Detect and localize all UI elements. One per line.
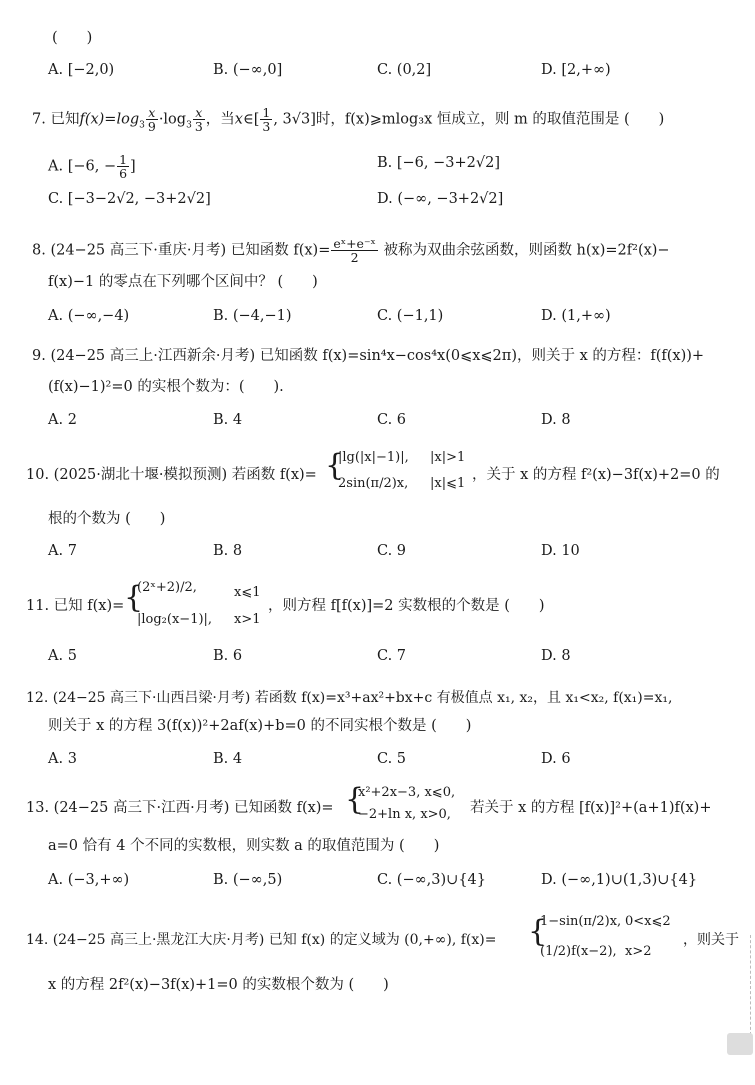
q9-stem-line2: (f(x)−1)²=0 的实根个数为：( ). [48, 379, 284, 395]
q6-option-c: C. (0,2] [377, 62, 432, 78]
q14-stem-end: ，则关于 [683, 932, 739, 948]
q7-prefix: 7. 已知 [32, 111, 80, 128]
q14-cond1: 0<x⩽2 [625, 914, 671, 929]
q10-stem-end: ，关于 x 的方程 f²(x)−3f(x)+2=0 的 [472, 467, 720, 483]
q11-option-c: C. 7 [377, 648, 407, 664]
q8-line1-b: 被称为双曲余弦函数，则函数 h(x)=2f²(x)− [383, 242, 670, 259]
q6-option-a: A. [−2,0) [48, 62, 115, 78]
q14-stem-start: 14. (24−25 高三上·黑龙江大庆·月考) 已知 f(x) 的定义域为 (0,+∞), f(x)= [26, 932, 497, 948]
q10-option-c: C. 9 [377, 543, 407, 559]
q10-option-b: B. 8 [213, 543, 243, 559]
q8-option-d: D. (1,+∞) [541, 308, 611, 324]
q7-mid: ·log [158, 111, 187, 128]
page-edge-dashes [750, 935, 751, 1035]
q7-option-c: C. [−3−2√2, −3+2√2] [48, 191, 211, 207]
q9-option-b: B. 4 [213, 412, 243, 428]
q7-stem: 7. 已知$f(x)=\log_3$ $\frac{x}{9}$ $\cdot\log_3$ $\frac{x}{3}$ ，当x∈[ $\frac{1}{3}$ , 3√3]时，f(x)⩾mlog₃x 恒成立，则 m 的取值范围是 ( ) [32, 105, 665, 134]
q6-option-b: B. (−∞,0] [213, 62, 283, 78]
q13-stem-line2: a=0 恰有 4 个不同的实数根，则实数 a 的取值范围为 ( ) [48, 838, 440, 854]
q13-stem-start: 13. (24−25 高三下·江西·月考) 已知函数 f(x)= [26, 800, 334, 816]
q11-option-a: A. 5 [48, 648, 77, 664]
q10-stem-line2: 根的个数为 ( ) [48, 511, 166, 527]
q11-cond2: x>1 [234, 612, 261, 627]
q13-brace: { [345, 782, 365, 817]
q13-stem-end: 若关于 x 的方程 [f(x)]²+(a+1)f(x)+ [470, 800, 712, 816]
q13-option-a: A. (−3,+∞) [48, 872, 130, 888]
q8-option-c: C. (−1,1) [377, 308, 444, 324]
q10-brace: { [325, 448, 345, 483]
q9-option-c: C. 6 [377, 412, 407, 428]
q8-line1-a: 8. (24−25 高三下·重庆·月考) 已知函数 f(x)= [32, 242, 331, 259]
q8-option-b: B. (−4,−1) [213, 308, 292, 324]
q11-case2: |log₂(x−1)|, [137, 612, 213, 627]
q7-when: ，当 [205, 111, 235, 128]
q8-option-a: A. (−∞,−4) [48, 308, 130, 324]
q11-stem-end: ，则方程 f[f(x)]=2 实数根的个数是 ( ) [268, 598, 545, 614]
q14-case2: (1/2)f(x−2), [540, 944, 617, 959]
q10-case1: |lg(|x|−1)|, [338, 450, 409, 465]
q10-case2: 2sin(π/2)x, [338, 476, 409, 491]
q8-frac-den: 2 [350, 250, 359, 265]
q13-option-c: C. (−∞,3)∪{4} [377, 872, 486, 888]
q9-option-a: A. 2 [48, 412, 77, 428]
q8-stem-line1 [32, 237, 670, 264]
q12-option-d: D. 6 [541, 751, 571, 767]
q8-frac-num: eˣ+e⁻ˣ [333, 236, 376, 251]
q13-case2: −2+ln x, x>0, [358, 807, 451, 822]
q11-option-d: D. 8 [541, 648, 571, 664]
q11-stem-start: 11. 已知 f(x)= [26, 598, 125, 614]
q7-condition: 时，f(x)⩾mlog₃x 恒成立，则 m 的取值范围是 ( ) [315, 111, 665, 128]
q8-stem-line2: f(x)−1 的零点在下列哪个区间中？ ( ) [48, 274, 318, 290]
q9-option-d: D. 8 [541, 412, 571, 428]
q14-cond2: x>2 [625, 944, 652, 959]
q10-option-d: D. 10 [541, 543, 580, 559]
q11-case1: (2ˣ+2)/2, [137, 580, 197, 595]
q11-cond1: x⩽1 [234, 585, 261, 600]
q13-option-b: B. (−∞,5) [213, 872, 283, 888]
q7-option-b: B. [−6, −3+2√2] [377, 155, 500, 171]
q12-option-c: C. 5 [377, 751, 407, 767]
q9-stem-line1: 9. (24−25 高三上·江西新余·月考) 已知函数 f(x)=sin⁴x−cos⁴x(0⩽x⩽2π)，则关于 x 的方程：f(f(x))+ [32, 348, 705, 364]
q12-option-b: B. 4 [213, 751, 243, 767]
q6-answer-paren: ( ) [52, 30, 93, 46]
q7-xin: x∈ [234, 111, 254, 128]
q7-fx: f(x)=log [79, 111, 140, 128]
q13-case1: x²+2x−3, x⩽0, [358, 785, 456, 800]
q12-stem-line2: 则关于 x 的方程 3(f(x))²+2af(x)+b=0 的不同实根个数是 ( ) [48, 718, 472, 734]
q14-stem-line2: x 的方程 2f²(x)−3f(x)+1=0 的实数根个数为 ( ) [48, 977, 389, 993]
q10-option-a: A. 7 [48, 543, 77, 559]
q11-brace: { [124, 580, 144, 615]
q13-option-d: D. (−∞,1)∪(1,3)∪{4} [541, 872, 698, 888]
q6-option-d: D. [2,+∞) [541, 62, 611, 78]
q12-stem-line1: 12. (24−25 高三下·山西吕梁·月考) 若函数 f(x)=x³+ax²+bx+c 有极值点 x₁, x₂，且 x₁<x₂, f(x₁)=x₁, [26, 690, 673, 706]
q7-option-a: A. [−6, − $\frac{1}{6}$ ] [48, 152, 136, 181]
q10-stem-start: 10. (2025·湖北十堰·模拟预测) 若函数 f(x)= [26, 467, 317, 483]
q10-cond1: |x|>1 [430, 450, 466, 465]
corner-tab-mark [727, 1033, 753, 1055]
q14-brace: { [528, 914, 548, 949]
q12-option-a: A. 3 [48, 751, 77, 767]
q10-cond2: |x|⩽1 [430, 476, 466, 491]
q7-option-d: D. (−∞, −3+2√2] [377, 191, 504, 207]
q11-option-b: B. 6 [213, 648, 243, 664]
q14-case1: 1−sin(π/2)x, [540, 914, 622, 929]
